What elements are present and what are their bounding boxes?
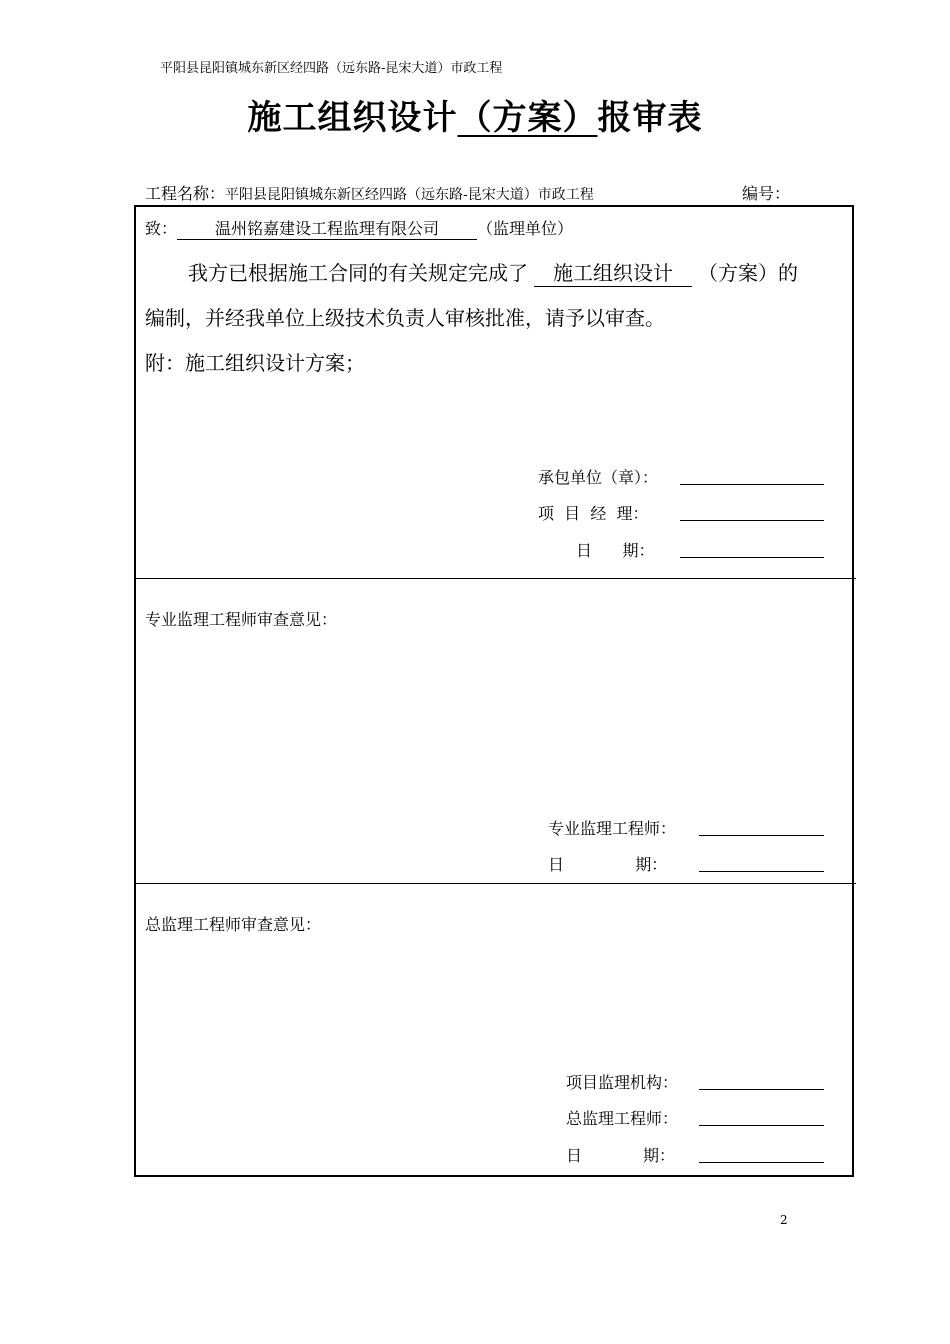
specialist-engineer-label: 专业监理工程师： — [548, 819, 677, 838]
date-line-3 — [699, 1162, 824, 1163]
body-part2: （方案）的 — [698, 261, 798, 285]
plan-name-field: 施工组织设计 — [534, 257, 692, 287]
attachment-line: 附：施工组织设计方案； — [145, 351, 365, 375]
project-manager-label: 项 目 经 理： — [538, 504, 649, 523]
contractor-label: 承包单位（章）： — [538, 468, 659, 487]
title-main: 施工组织设计 — [247, 98, 458, 138]
date-label-3: 日 期： — [566, 1146, 676, 1165]
project-label: 工程名称： — [145, 184, 226, 203]
body-line-1 — [188, 257, 798, 287]
section-divider-2 — [134, 883, 856, 884]
project-name-value: 平阳县昆阳镇城东新区经四路（远东路-昆宋大道）市政工程 — [225, 187, 594, 203]
date-label-2: 日 期： — [548, 855, 668, 874]
page-number: 2 — [780, 1213, 788, 1227]
chief-review-heading: 总监理工程师审查意见： — [145, 915, 322, 934]
document-title — [0, 90, 950, 139]
chief-engineer-label: 总监理工程师： — [566, 1109, 679, 1128]
specialist-engineer-signature-line — [699, 835, 824, 836]
supervision-org-line — [699, 1089, 824, 1090]
number-label: 编号： — [742, 184, 791, 203]
supervision-org-label: 项目监理机构： — [566, 1073, 679, 1092]
to-label: 致： — [145, 219, 178, 238]
contractor-signature-line — [680, 484, 824, 485]
project-manager-signature-line — [680, 520, 824, 521]
supervisor-unit-field: 温州铭嘉建设工程监理有限公司 — [177, 216, 477, 240]
addressee-line — [145, 216, 573, 240]
title-underlined: （方案） — [457, 98, 598, 138]
project-name-line — [145, 181, 594, 204]
body-line-2: 编制，并经我单位上级技术负责人审核批准，请予以审查。 — [145, 306, 665, 330]
title-tail: 报审表 — [597, 98, 703, 138]
supervisor-unit-suffix: （监理单位） — [477, 219, 574, 238]
date-line-2 — [699, 871, 824, 872]
running-header: 平阳县昆阳镇城东新区经四路（远东路-昆宋大道）市政工程 — [160, 61, 503, 76]
body-part1: 我方已根据施工合同的有关规定完成了 — [188, 261, 528, 285]
specialist-review-heading: 专业监理工程师审查意见： — [145, 610, 338, 629]
date-label-1: 日 期： — [576, 541, 655, 560]
date-line-1 — [680, 557, 824, 558]
section-divider-1 — [134, 578, 856, 579]
chief-engineer-signature-line — [699, 1125, 824, 1126]
